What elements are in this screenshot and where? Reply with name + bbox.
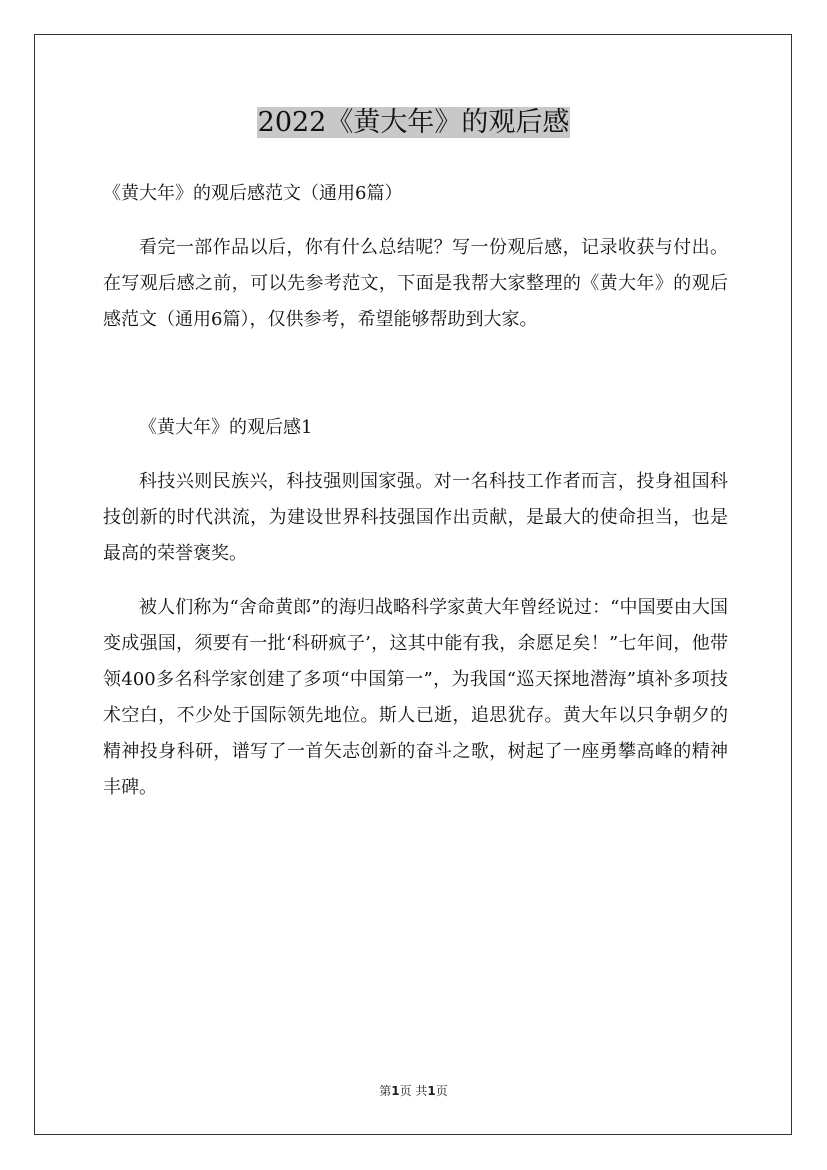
body-paragraph-1: 科技兴则民族兴，科技强则国家强。对一名科技工作者而言，投身祖国科技创新的时代洪流，为建设世界科技强国作出贡献，是最大的使命担当，也是最高的荣誉褒奖。 xyxy=(103,471,728,564)
document-body xyxy=(103,176,728,824)
document-subtitle: 《黄大年》的观后感范文（通用6篇） xyxy=(103,183,403,204)
document-title-text: 2022《黄大年》的观后感 xyxy=(257,107,570,138)
section-heading: 《黄大年》的观后感1 xyxy=(139,417,313,438)
footer-page-suffix: 页 xyxy=(435,1084,448,1098)
body-paragraph-2: 被人们称为“舍命黄郎”的海归战略科学家黄大年曾经说过：“中国要由大国变成强国，须要有一批‘科研疯子’，这其中能有我，余愿足矣！”七年间，他带领400多名科学家创建了多项“中国第一”，为我国“巡天探地潜海”填补多项技术空白，不少处于国际领先地位。斯人已逝，追思犹存。黄大年以只争朝夕的精神投身科研，谱写了一首矢志创新的奋斗之歌，树起了一座勇攀高峰的精神丰碑。 xyxy=(103,597,728,798)
document-title xyxy=(0,104,827,142)
footer-page-current: 1 xyxy=(391,1084,400,1098)
page-footer xyxy=(0,1082,827,1099)
intro-paragraph: 看完一部作品以后，你有什么总结呢？写一份观后感，记录收获与付出。在写观后感之前，可以先参考范文，下面是我帮大家整理的《黄大年》的观后感范文（通用6篇），仅供参考，希望能够帮助到大家。 xyxy=(103,237,728,330)
footer-page-total: 1 xyxy=(427,1084,436,1098)
footer-page-mid: 页 共 xyxy=(399,1084,428,1098)
footer-page-prefix: 第 xyxy=(379,1084,392,1098)
